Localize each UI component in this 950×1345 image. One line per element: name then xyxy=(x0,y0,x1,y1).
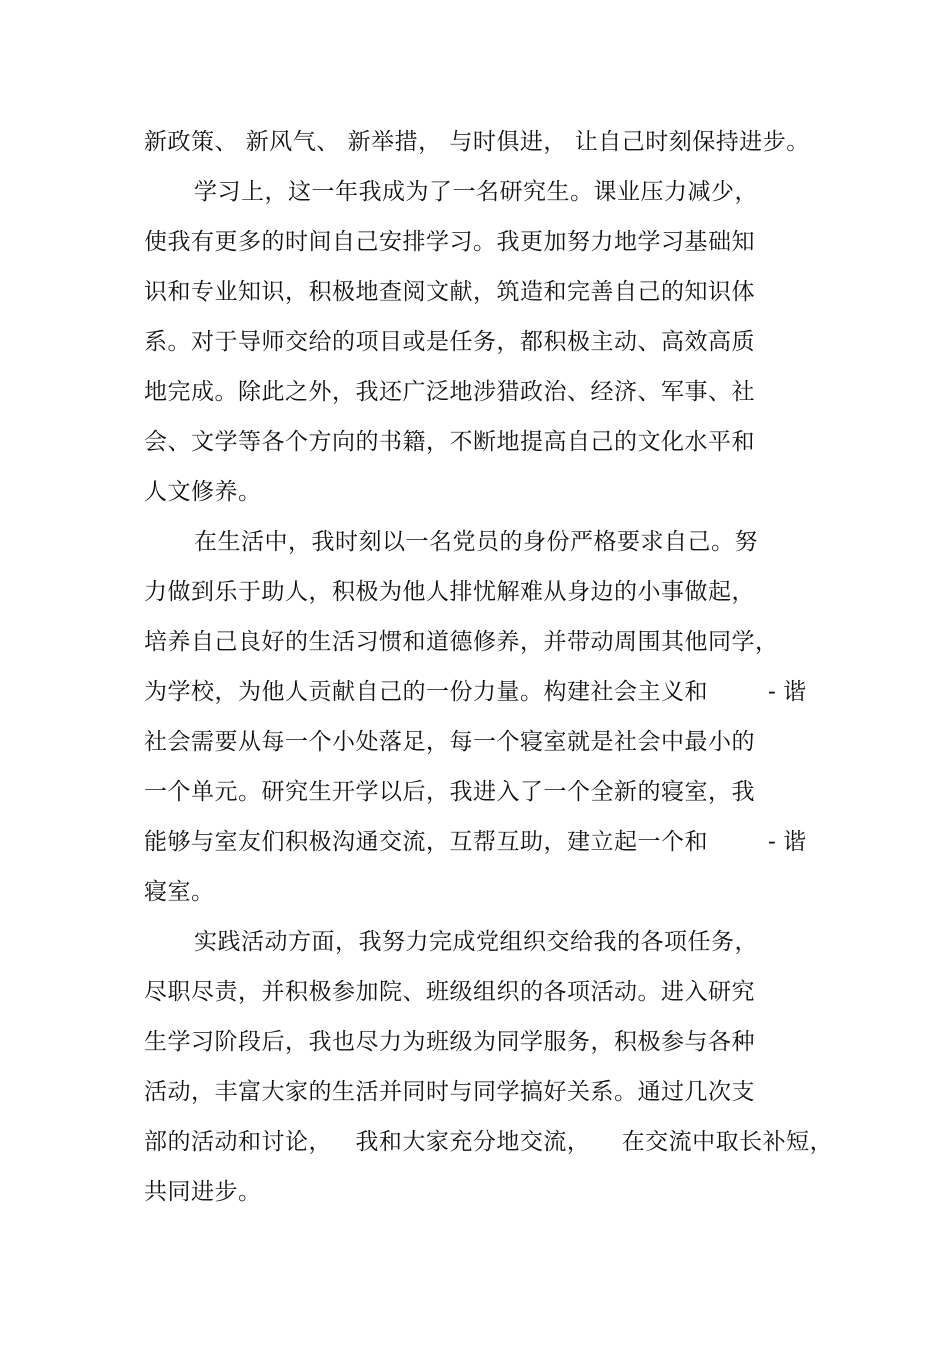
line-tail-fragment: - 谐 xyxy=(768,829,807,855)
paragraph-first-line: 实践活动方面，我努力完成党组织交给我的各项任务， xyxy=(194,929,758,955)
text-line: 活动，丰富大家的生活并同时与同学搞好关系。通过几次支 xyxy=(144,1079,755,1105)
text-line: 新政策、 新风气、 新举措， 与时俱进， 让自己时刻保持进步。 xyxy=(144,129,810,155)
text-line: 会、文学等各个方向的书籍，不断地提高自己的文化水平和 xyxy=(144,429,755,455)
text-line: 为学校，为他人贡献自己的一份力量。构建社会主义和 xyxy=(144,679,708,705)
line-tail-fragment: - 谐 xyxy=(768,679,807,705)
text-line: 识和专业知识，积极地查阅文献，筑造和完善自己的知识体 xyxy=(144,279,755,305)
text-line: 社会需要从每一个小处落足，每一个寝室就是社会中最小的 xyxy=(144,729,755,755)
text-line: 生学习阶段后，我也尽力为班级为同学服务，积极参与各种 xyxy=(144,1029,755,1055)
text-line: 力做到乐于助人，积极为他人排忧解难从身边的小事做起， xyxy=(144,579,755,605)
text-line: 部的活动和讨论， 我和大家充分地交流， 在交流中取长补短， xyxy=(144,1129,834,1155)
paragraph-first-line: 学习上，这一年我成为了一名研究生。课业压力减少， xyxy=(194,179,758,205)
text-line: 地完成。除此之外，我还广泛地涉猎政治、经济、军事、社 xyxy=(144,379,755,405)
text-line: 寝室。 xyxy=(144,879,215,905)
text-line: 人文修养。 xyxy=(144,479,262,505)
text-line: 共同进步。 xyxy=(144,1179,262,1205)
text-line: 使我有更多的时间自己安排学习。我更加努力地学习基础知 xyxy=(144,229,755,255)
paragraph-first-line: 在生活中，我时刻以一名党员的身份严格要求自己。努 xyxy=(194,529,758,555)
text-line: 培养自己良好的生活习惯和道德修养，并带动周围其他同学， xyxy=(144,629,779,655)
text-line: 一个单元。研究生开学以后，我进入了一个全新的寝室，我 xyxy=(144,779,755,805)
text-line: 尽职尽责，并积极参加院、班级组织的各项活动。进入研究 xyxy=(144,979,755,1005)
text-line: 系。对于导师交给的项目或是任务，都积极主动、高效高质 xyxy=(144,329,755,355)
text-line: 能够与室友们积极沟通交流，互帮互助，建立起一个和 xyxy=(144,829,708,855)
